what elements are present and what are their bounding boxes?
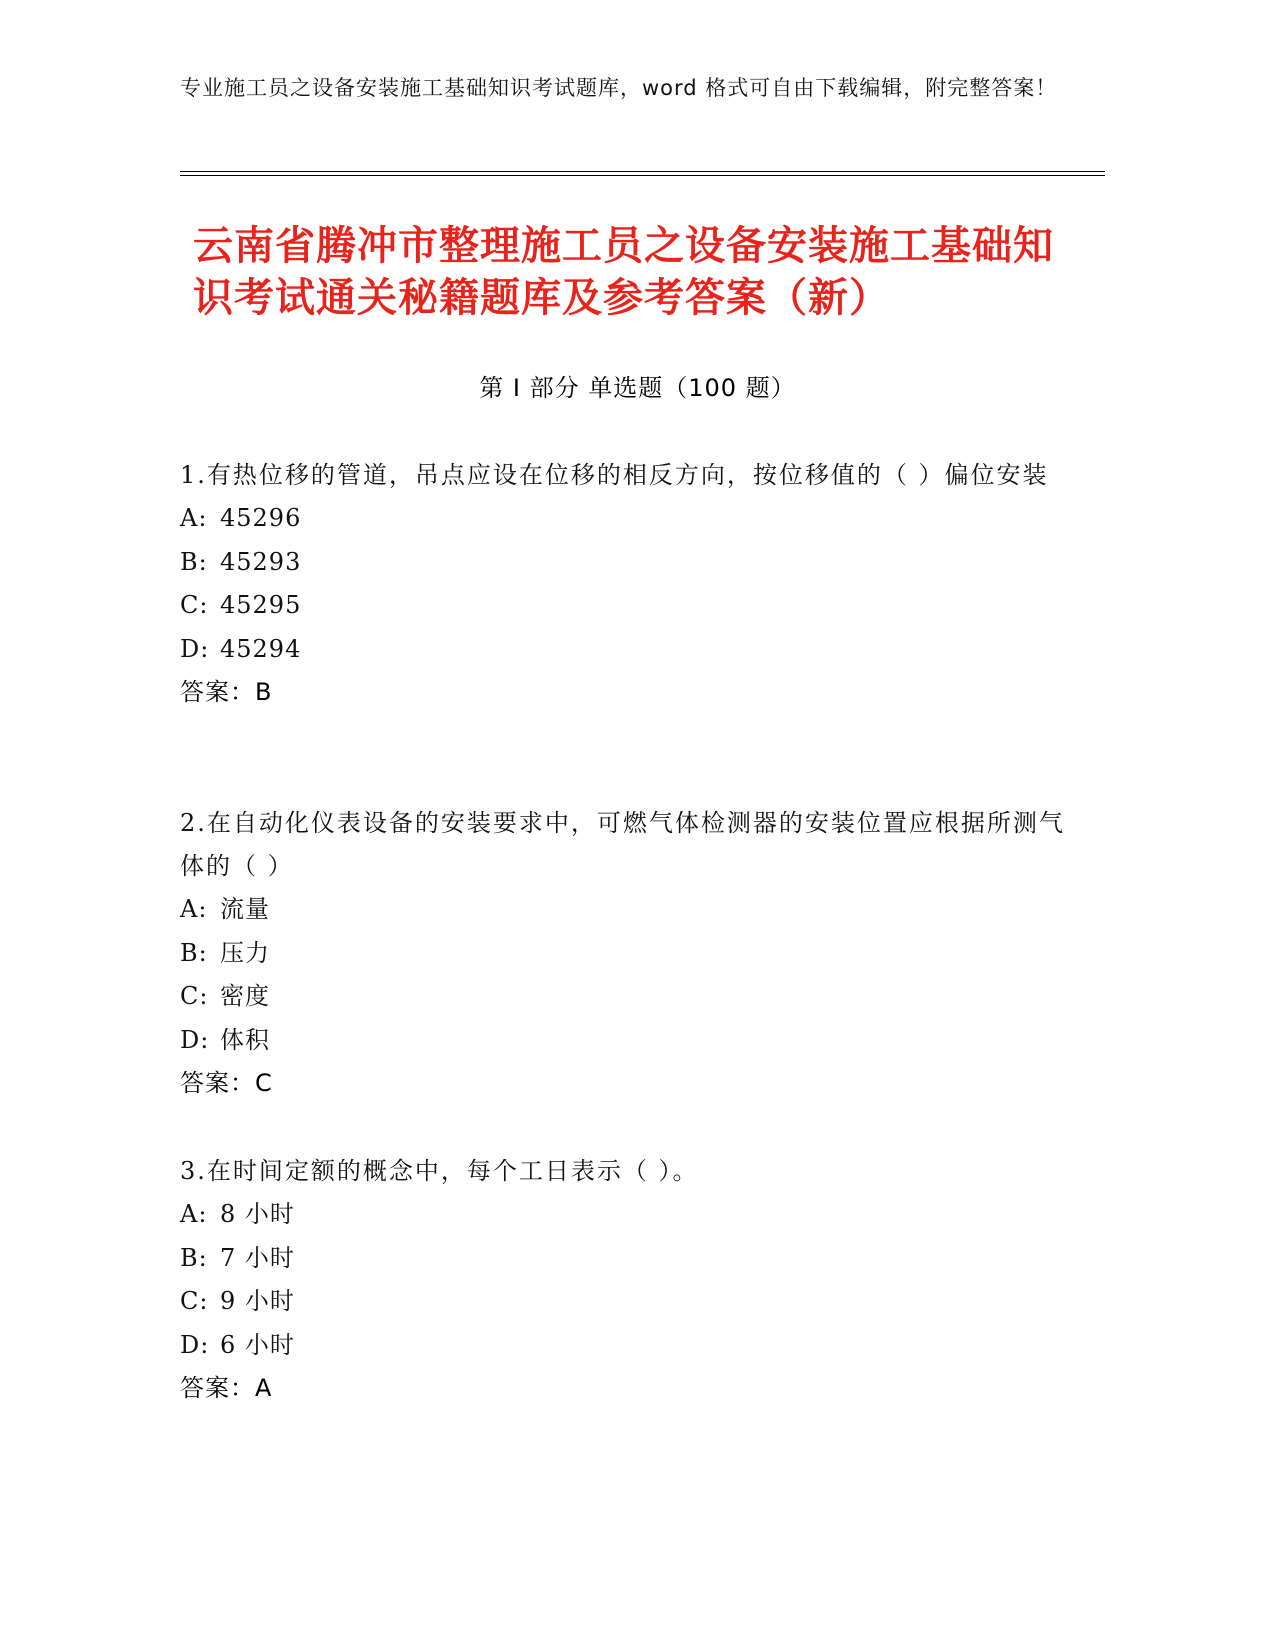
option-letter: D: — [180, 634, 210, 663]
option-letter: C: — [180, 591, 209, 619]
option-text: 7 小时 — [220, 1243, 295, 1272]
question-stem: 1.有热位移的管道，吊点应设在位移的相反方向，按位移值的（ ）偏位安装 — [180, 461, 1049, 489]
option-text: 45296 — [220, 504, 302, 532]
header-divider-top — [180, 171, 1105, 172]
question-stem: 3.在时间定额的概念中，每个工日表示（ ）。 — [180, 1157, 699, 1185]
option-text: 9 小时 — [220, 1287, 295, 1315]
option-text: 45295 — [220, 591, 302, 619]
answer-line: 答案：A — [180, 1374, 273, 1402]
option-text: 压力 — [220, 938, 270, 967]
header-note: 专业施工员之设备安装施工基础知识考试题库，word 格式可自由下载编辑，附完整答案！ — [180, 76, 1058, 100]
section-title: 第 I 部分 单选题（100 题） — [479, 374, 796, 402]
option-letter: C: — [180, 982, 209, 1010]
option-a — [180, 1193, 1080, 1237]
option-text: 6 小时 — [220, 1330, 295, 1359]
option-text: 8 小时 — [220, 1200, 295, 1228]
option-letter: C: — [180, 1287, 209, 1315]
option-d — [180, 1019, 1080, 1063]
option-b — [180, 932, 1080, 976]
option-d — [180, 628, 1080, 672]
answer-line: 答案：C — [180, 1069, 273, 1097]
option-text: 密度 — [220, 982, 270, 1010]
option-letter: D: — [180, 1330, 210, 1359]
option-letter: A: — [180, 504, 208, 532]
option-letter: D: — [180, 1025, 210, 1054]
option-d — [180, 1324, 1080, 1368]
option-c — [180, 975, 1080, 1019]
option-letter: A: — [180, 895, 208, 923]
option-b — [180, 541, 1080, 585]
option-text: 流量 — [220, 895, 270, 923]
option-text: 45293 — [220, 547, 302, 576]
answer-line: 答案：B — [180, 678, 273, 706]
option-letter: B: — [180, 938, 208, 967]
document-title: 云南省腾冲市整理施工员之设备安装施工基础知识考试通关秘籍题库及参考答案（新） — [193, 223, 1054, 321]
option-letter: B: — [180, 547, 208, 576]
header-divider-bottom — [180, 175, 1105, 176]
option-text: 45294 — [220, 634, 302, 663]
question-3 — [180, 1150, 1080, 1410]
question-1 — [180, 454, 1080, 714]
option-letter: B: — [180, 1243, 208, 1272]
option-letter: A: — [180, 1200, 208, 1228]
option-text: 体积 — [220, 1025, 270, 1054]
option-a — [180, 888, 1080, 932]
option-c — [180, 584, 1080, 628]
question-stem: 2.在自动化仪表设备的安装要求中，可燃气体检测器的安装位置应根据所测气体的（ ） — [180, 809, 1065, 880]
option-a — [180, 497, 1080, 541]
option-b — [180, 1237, 1080, 1281]
option-c — [180, 1280, 1080, 1324]
question-2 — [180, 802, 1080, 1105]
